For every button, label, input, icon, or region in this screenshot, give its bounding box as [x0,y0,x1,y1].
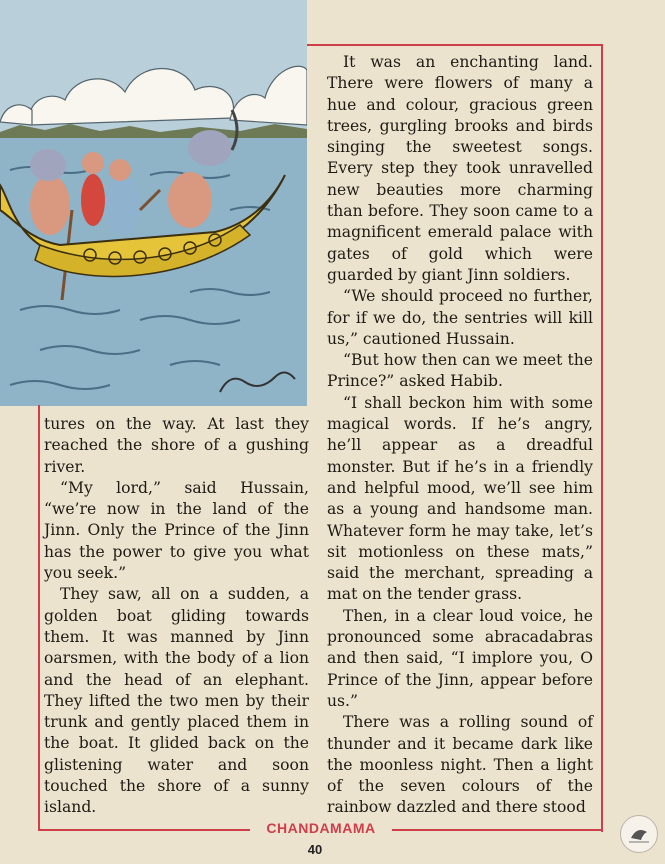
paragraph: It was an enchanting land. There were flowers of many a hue and colour, gracious green trees, gurgling brooks and birds singing the sweetest songs. Every step they took unravelled new beauties more charming than before. They soon came to a magnificent emerald palace with gates of gold which were guarded by giant Jinn soldiers. [327,53,593,284]
page-border-bottom-right [392,829,603,831]
boat-illustration [0,0,307,406]
left-text-column [44,414,309,819]
page-number: 40 [307,842,323,857]
paragraph: “My lord,” said Hussain, “we’re now in the land of the Jinn. Only the Prince of the Jinn has the power to give you what you seek.” [44,478,309,583]
page-border-left [38,405,40,831]
paragraph: “But how then can we meet the Prince?” asked Habib. [327,351,593,391]
publisher-logo-icon [620,815,658,853]
paragraph: “We should proceed no further, for if we do, the sentries will kill us,” cautioned Hussain. [327,287,593,348]
paragraph: tures on the way. At last they reached the shore of a gushing river. [44,415,309,476]
page-border-bottom-left [38,829,250,831]
right-text-column [327,52,593,819]
paragraph: There was a rolling sound of thunder and it became dark like the moonless night. Then a light of the seven colours of the rainbow dazzled and there stood [327,713,593,817]
paragraph: Then, in a clear loud voice, he pronounced some abracadabras and then said, “I implore you, O Prince of the Jinn, appear before us.” [327,606,593,710]
magazine-name: CHANDAMAMA [266,820,376,836]
paragraph: “I shall beckon him with some magical words. If he’s angry, he’ll appear as a dreadful monster. But if he’s in a friendly and helpful mood, we’ll see him as a young and handsome man. Whatever form he may take, let’s sit motionless on these mats,” said the merchant, spreading a mat on the tender grass. [327,393,593,604]
paragraph: They saw, all on a sudden, a golden boat gliding towards them. It was manned by Jinn oarsmen, with the body of a lion and the head of an elephant. They lifted the two men by their trunk and gently placed them in the boat. It glided back on the glistening water and soon touched the shore of a sunny island. [44,585,309,817]
